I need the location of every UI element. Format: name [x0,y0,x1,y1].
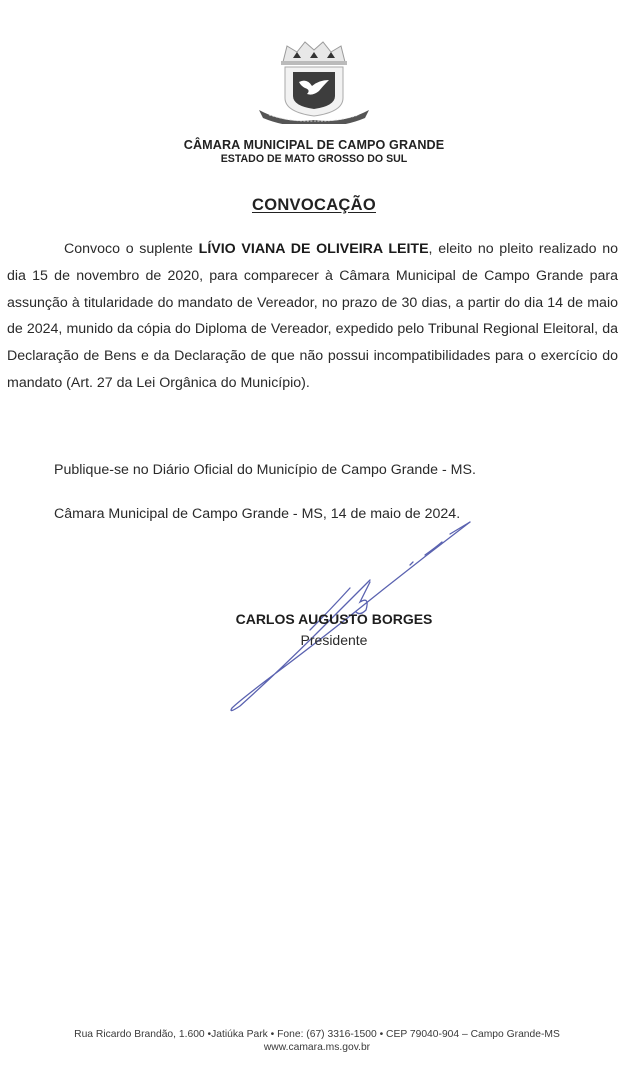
paragraph-rest: , eleito no pleito realizado no dia 15 de novembro de 2020, para comparecer à Câmara Municipal de Campo Grande para assunção à titularidade do mandato de Vereador, no prazo de 30 dias, a partir do dia 14 de maio de 2024, munido da cópia do Diploma de Vereador, expedido pelo Tribunal Regional Eleitoral, da Declaração de Bens e da Declaração de que não possui incompatibilidades para o exercício do mandato (Art. 27 da Lei Orgânica do Município). [7,241,618,391]
municipal-coat-of-arms-icon [255,36,373,124]
publication-notice: Publique-se no Diário Oficial do Município de Campo Grande - MS. [54,462,476,478]
place-and-date: Câmara Municipal de Campo Grande - MS, 14 de maio de 2024. [54,506,461,522]
footer-website[interactable]: www.camara.ms.gov.br [263,1042,371,1053]
paragraph-intro: Convoco o suplente [64,241,199,257]
signer-name: CARLOS AUGUSTO BORGES [235,611,433,627]
state-name: ESTADO DE MATO GROSSO DO SUL [220,153,408,165]
convocation-paragraph [7,236,618,397]
institution-name: CÂMARA MUNICIPAL DE CAMPO GRANDE [183,138,445,152]
signer-role: Presidente [300,632,368,648]
substitute-name: LÍVIO VIANA DE OLIVEIRA LEITE [198,241,429,257]
document-title: CONVOCAÇÃO [251,196,376,214]
footer-address: Rua Ricardo Brandão, 1.600 •Jatiúka Park • Fone: (67) 3316-1500 • CEP 79040-904 – Campo Grande-MS [74,1029,560,1040]
